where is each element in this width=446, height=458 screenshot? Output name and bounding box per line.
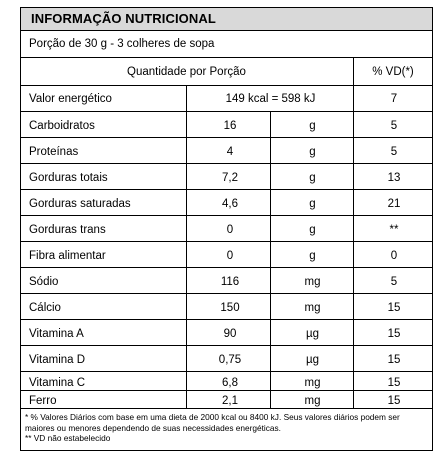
nutrient-amount: 4 — [226, 146, 234, 158]
nutrient-unit: g — [309, 224, 316, 236]
nutrient-unit: g — [309, 198, 316, 210]
row-divider — [20, 267, 433, 268]
nutrient-vd: ** — [389, 224, 399, 236]
nutrient-amount: 2,1 — [222, 395, 238, 407]
nutrient-unit: g — [309, 146, 316, 158]
nutrient-amount: 6,8 — [222, 377, 238, 389]
row-divider — [20, 319, 433, 320]
vd-footnote: * % Valores Diários com base em uma dieta de 2000 kcal ou 8400 kJ. Seus valores diários podem ser maiores ou menores dependendo de suas necessidades energéticas. — [25, 412, 400, 433]
nutrient-amount: 90 — [223, 328, 237, 340]
nutrient-amount: 0 — [226, 224, 234, 236]
nutrient-vd: 5 — [390, 146, 398, 158]
row-divider — [20, 163, 433, 164]
nutrient-amount: 0 — [226, 250, 234, 262]
energy-value: 149 kcal = 598 kJ — [225, 93, 316, 105]
nutrient-name: Gorduras totais — [29, 172, 108, 184]
nutrient-name: Proteínas — [29, 146, 79, 158]
nutrient-vd: 15 — [387, 395, 401, 407]
nutrient-name: Vitamina A — [29, 328, 84, 340]
column-divider — [353, 57, 354, 408]
row-divider — [20, 408, 433, 409]
nutrient-vd: 13 — [387, 172, 401, 184]
nutrient-name: Vitamina C — [29, 377, 86, 389]
not-established-footnote: ** VD não estabelecido — [25, 433, 111, 443]
nutrient-amount: 0,75 — [218, 354, 242, 366]
row-divider — [20, 293, 433, 294]
nutrient-unit: µg — [305, 328, 320, 340]
nutrient-vd: 5 — [390, 120, 398, 132]
nutrient-unit: g — [309, 250, 316, 262]
nutrient-name: Vitamina D — [29, 354, 86, 366]
nutrient-unit: g — [309, 120, 316, 132]
row-divider — [20, 390, 433, 391]
energy-vd: 7 — [390, 93, 398, 105]
table-header — [20, 7, 433, 31]
nutrient-amount: 150 — [220, 302, 240, 314]
nutrient-amount: 116 — [220, 276, 240, 288]
nutrient-unit: mg — [304, 276, 321, 288]
nutrient-vd: 0 — [390, 250, 398, 262]
nutrient-name: Gorduras saturadas — [29, 198, 131, 210]
nutrient-unit: g — [309, 172, 316, 184]
nutrient-unit: µg — [305, 354, 320, 366]
nutrient-vd: 21 — [387, 198, 401, 210]
row-divider — [20, 111, 433, 112]
nutrient-name: Gorduras trans — [29, 224, 106, 236]
nutrient-name: Fibra alimentar — [29, 250, 106, 262]
nutrient-vd: 15 — [387, 302, 401, 314]
row-divider — [20, 241, 433, 242]
column-divider — [270, 111, 271, 408]
nutrient-amount: 16 — [223, 120, 237, 132]
nutrient-vd: 15 — [387, 377, 401, 389]
nutrient-name: Cálcio — [29, 302, 61, 314]
nutrient-vd: 15 — [387, 354, 401, 366]
nutrient-name: Sódio — [29, 276, 59, 288]
row-divider — [20, 215, 433, 216]
footnotes — [25, 412, 430, 444]
row-divider — [20, 189, 433, 190]
row-divider — [20, 137, 433, 138]
table-title: INFORMAÇÃO NUTRICIONAL — [31, 11, 216, 26]
energy-label: Valor energético — [29, 93, 112, 105]
vd-header: % VD(*) — [372, 66, 414, 78]
row-divider — [20, 371, 433, 372]
nutrient-name: Carboidratos — [29, 120, 95, 132]
nutrient-vd: 5 — [390, 276, 398, 288]
nutrient-name: Ferro — [29, 395, 57, 407]
portion-size: Porção de 30 g - 3 colheres de sopa — [29, 38, 215, 50]
row-divider — [20, 57, 433, 58]
nutrient-vd: 15 — [387, 328, 401, 340]
nutrient-unit: mg — [304, 302, 321, 314]
row-divider — [20, 345, 433, 346]
nutrient-unit: mg — [304, 377, 321, 389]
nutrient-amount: 7,2 — [222, 172, 238, 184]
quantity-header: Quantidade por Porção — [127, 66, 246, 78]
column-divider — [186, 85, 187, 408]
nutrient-unit: mg — [304, 395, 321, 407]
row-divider — [20, 85, 433, 86]
nutrient-amount: 4,6 — [222, 198, 238, 210]
